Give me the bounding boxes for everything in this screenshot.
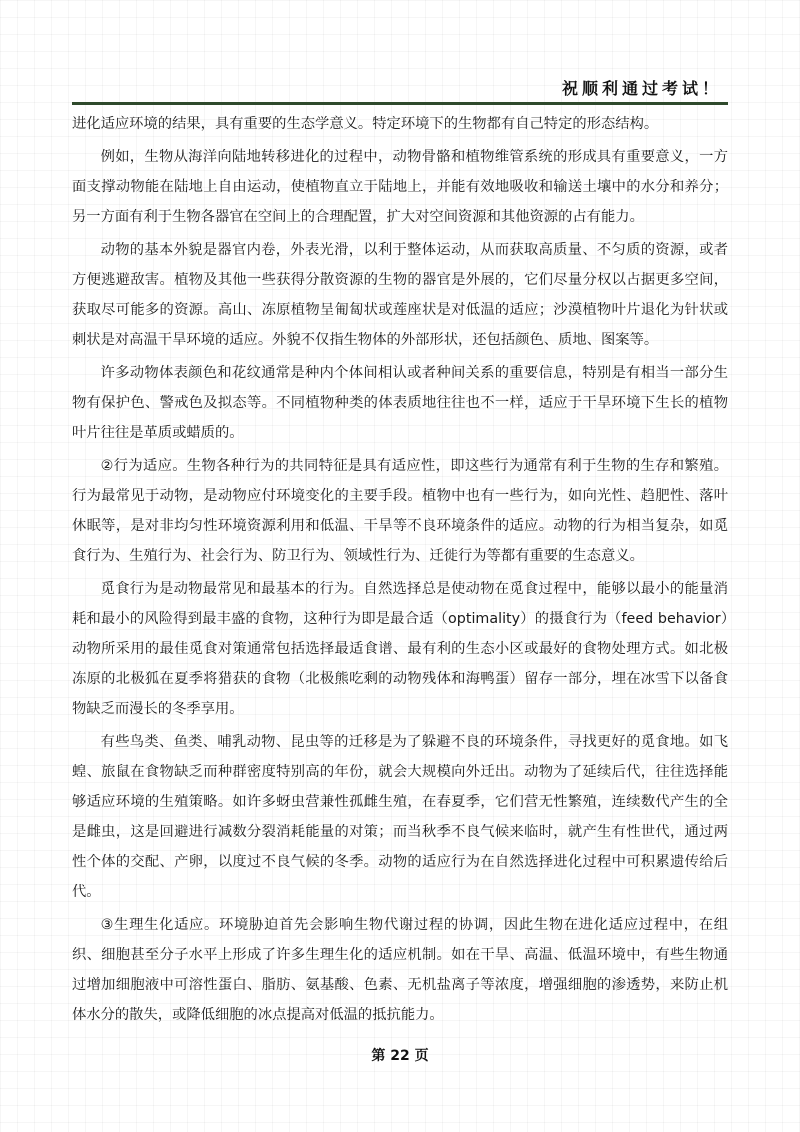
paragraph-5: ②行为适应。生物各种行为的共同特征是具有适应性，即这些行为通常有利于生物的生存和繁殖。行为最常见于动物，是动物应付环境变化的主要手段。植物中也有一些行为，如向光性、趋肥性、落叶休眠等，是对非均匀性环境资源利用和低温、干旱等不良环境条件的适应。动物的行为相当复杂，如觅食行为、生殖行为、社会行为、防卫行为、领域性行为、迁徙行为等都有重要的生态意义。 bbox=[72, 458, 728, 564]
body-text bbox=[72, 109, 728, 1030]
paragraph-3: 动物的基本外貌是器官内卷，外表光滑，以利于整体运动，从而获取高质量、不匀质的资源，或者方便逃避敌害。植物及其他一些获得分散资源的生物的器官是外展的，它们尽量分权以占据更多空间，获取尽可能多的资源。高山、冻原植物呈匍匐状或莲座状是对低温的适应；沙漠植物叶片退化为针状或刺状是对高温干旱环境的适应。外貌不仅指生物体的外部形状，还包括颜色、质地、图案等。 bbox=[72, 242, 728, 348]
paragraph-7: 有些鸟类、鱼类、哺乳动物、昆虫等的迁移是为了躲避不良的环境条件，寻找更好的觅食地。如飞蝗、旅鼠在食物缺乏而种群密度特别高的年份，就会大规模向外迁出。动物为了延续后代，往往选择能够适应环境的生殖策略。如许多蚜虫营兼性孤雌生殖，在春夏季，它们营无性繁殖，连续数代产生的全是雌虫，这是回避进行减数分裂消耗能量的对策；而当秋季不良气候来临时，就产生有性世代，通过两性个体的交配、产卵，以度过不良气候的冬季。动物的适应行为在自然选择进化过程中可积累遗传给后代。 bbox=[72, 734, 728, 900]
paragraph-2: 例如，生物从海洋向陆地转移进化的过程中，动物骨骼和植物维管系统的形成具有重要意义，一方面支撑动物能在陆地上自由运动，使植物直立于陆地上，并能有效地吸收和输送土壤中的水分和养分；另一方面有利于生物各器官在空间上的合理配置，扩大对空间资源和其他资源的占有能力。 bbox=[72, 149, 728, 225]
header-slogan: 祝顺利通过考试！ bbox=[561, 79, 722, 98]
paragraph-4: 许多动物体表颜色和花纹通常是种内个体间相认或者种间关系的重要信息，特别是有相当一部分生物有保护色、警戒色及拟态等。不同植物种类的体表质地往往也不一样，适应于干旱环境下生长的植物叶片往往是革质或蜡质的。 bbox=[72, 365, 728, 441]
paragraph-6: 觅食行为是动物最常见和最基本的行为。自然选择总是使动物在觅食过程中，能够以最小的能量消耗和最小的风险得到最丰盛的食物，这种行为即是最合适（optimality）的摄食行为（feed behavior）动物所采用的最佳觅食对策通常包括选择最适食谱、最有利的生态小区或最好的食物处理方式。如北极冻原的北极狐在夏季将猎获的食物（北极熊吃剩的动物残体和海鸭蛋）留存一部分，埋在冰雪下以备食物缺乏而漫长的冬季享用。 bbox=[72, 581, 728, 717]
page-number: 第 22 页 bbox=[371, 1048, 429, 1064]
header-divider bbox=[72, 102, 728, 105]
paragraph-8: ③生理生化适应。环境胁迫首先会影响生物代谢过程的协调，因此生物在进化适应过程中，在组织、细胞甚至分子水平上形成了许多生理生化的适应机制。如在干旱、高温、低温环境中，有些生物通过增加细胞液中可溶性蛋白、脂肪、氨基酸、色素、无机盐离子等浓度，增强细胞的渗透势，来防止机体水分的散失，或降低细胞的冰点提高对低温的抵抗能力。 bbox=[72, 917, 729, 1023]
paragraph-1: 进化适应环境的结果，具有重要的生态学意义。特定环境下的生物都有自己特定的形态结构。 bbox=[72, 116, 659, 132]
